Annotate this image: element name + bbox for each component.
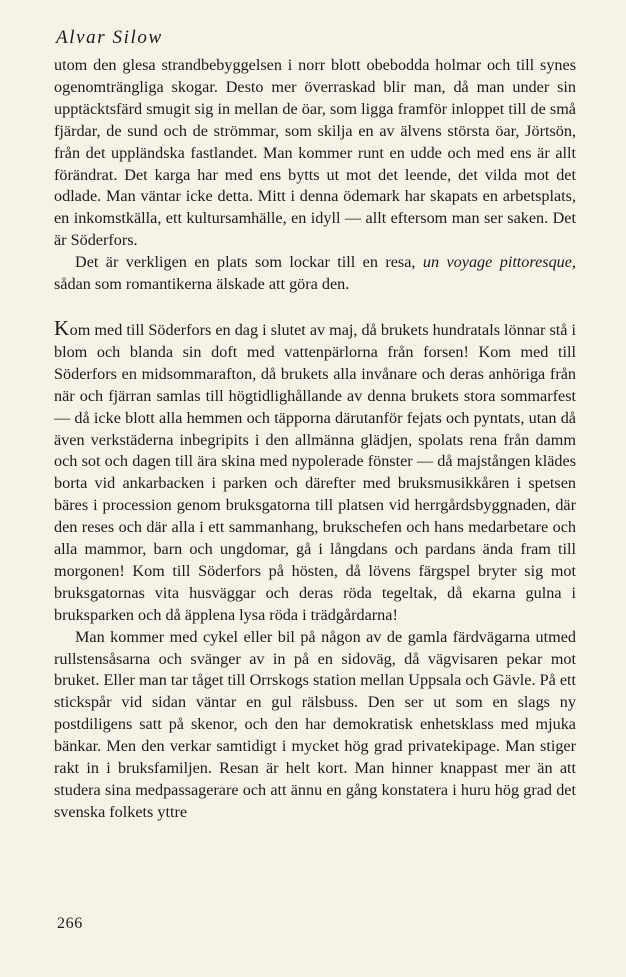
paragraph: utom den glesa strandbebyggelsen i norr blott obebodda holmar och till synes ogenomträngliga skogar. Desto mer överraskad blir man, då man under sin upptäcktsfärd smugit sig in mellan de öar, som ligga framför inloppet till de små fjärdar, de sund och de strömmar, som skilja en av älvens största öar, Jörtsön, från det uppländska fastlandet. Man kommer runt en udde och med ens är allt förändrat. Det karga har med ens bytts ut mot det leende, det vilda mot det odlade. Man väntar icke detta. Mitt i denna ödemark har skapats en arbetsplats, en inkomstkälla, ett kultursamhälle, en idyll — allt eftersom man ser saken. Det är Söderfors.	[54, 56, 576, 250]
paragraph	[54, 315, 576, 627]
page-number: 266	[57, 915, 83, 932]
section-break	[54, 296, 576, 318]
section-initial: K	[54, 315, 70, 340]
paragraph-text: , sådan som romantikerna älskade att göra den.	[54, 253, 577, 294]
italic-phrase: un voyage pittoresque	[422, 253, 572, 272]
paragraph	[54, 252, 576, 296]
running-head-author: Alvar Silow	[56, 27, 163, 48]
body-text	[54, 55, 576, 824]
paragraph-text: om med till Söderfors en dag i slutet av maj, då brukets hundratals lönnar stå i blom och blanda sin doft med vattenpärlorna från forsen! Kom med till Söderfors en midsommarafton, då brukets alla invånare och deras anhöriga från när och fjärran samlas till högtidlighållande av denna brukets stora sommarfest — då icke blott alla hemmen och täpporna därutanför fejats och pyntats, utan då även verkstäderna inbegripits i den allmänna glädjen, spolats rena från damm och sot och dagen till ära skina med nypolerade fönster — då majstången klädes borta vid ankarbacken i parken och därefter med bruksmusikkåren i spetsen bäres i procession genom bruksgatorna till platsen vid herrgårdsbyggnaden, där den reses och där alla i ett sammanhang, brukschefen och hans medarbetare och alla mammor, barn och ungdomar, gå i långdans och pardans ända fram till morgonen! Kom till Söderfors på hösten, då lövens färgspel bryter sig mot bruksgatornas vita husväggar och deras röda tegeltak, då ekarna gulna i bruksparken och då äpplena lysa röda i trädgårdarna!	[54, 320, 576, 624]
paragraph: Man kommer med cykel eller bil på någon av de gamla färdvägarna utmed rullstensåsarna och svänger av in på en sidoväg, då vägvisaren pekar mot bruket. Eller man tar tåget till Orrskogs station mellan Uppsala och Gävle. På ett stickspår vid sidan väntar en gul rälsbuss. Den ser ut som en slags ny postdiligens satt på skenor, och den har demokratisk enhetsklass med mjuka bänkar. Men den verkar samtidigt i mycket hög grad privatekipage. Man stiger rakt in i bruksfamiljen. Resan är helt kort. Man hinner knappast mer än att studera sina medpassagerare och att ännu en gång konstatera i huru hög grad det svenska folkets yttre	[54, 627, 576, 821]
paragraph-text: Det är verkligen en plats som lockar till en resa,	[75, 253, 423, 272]
